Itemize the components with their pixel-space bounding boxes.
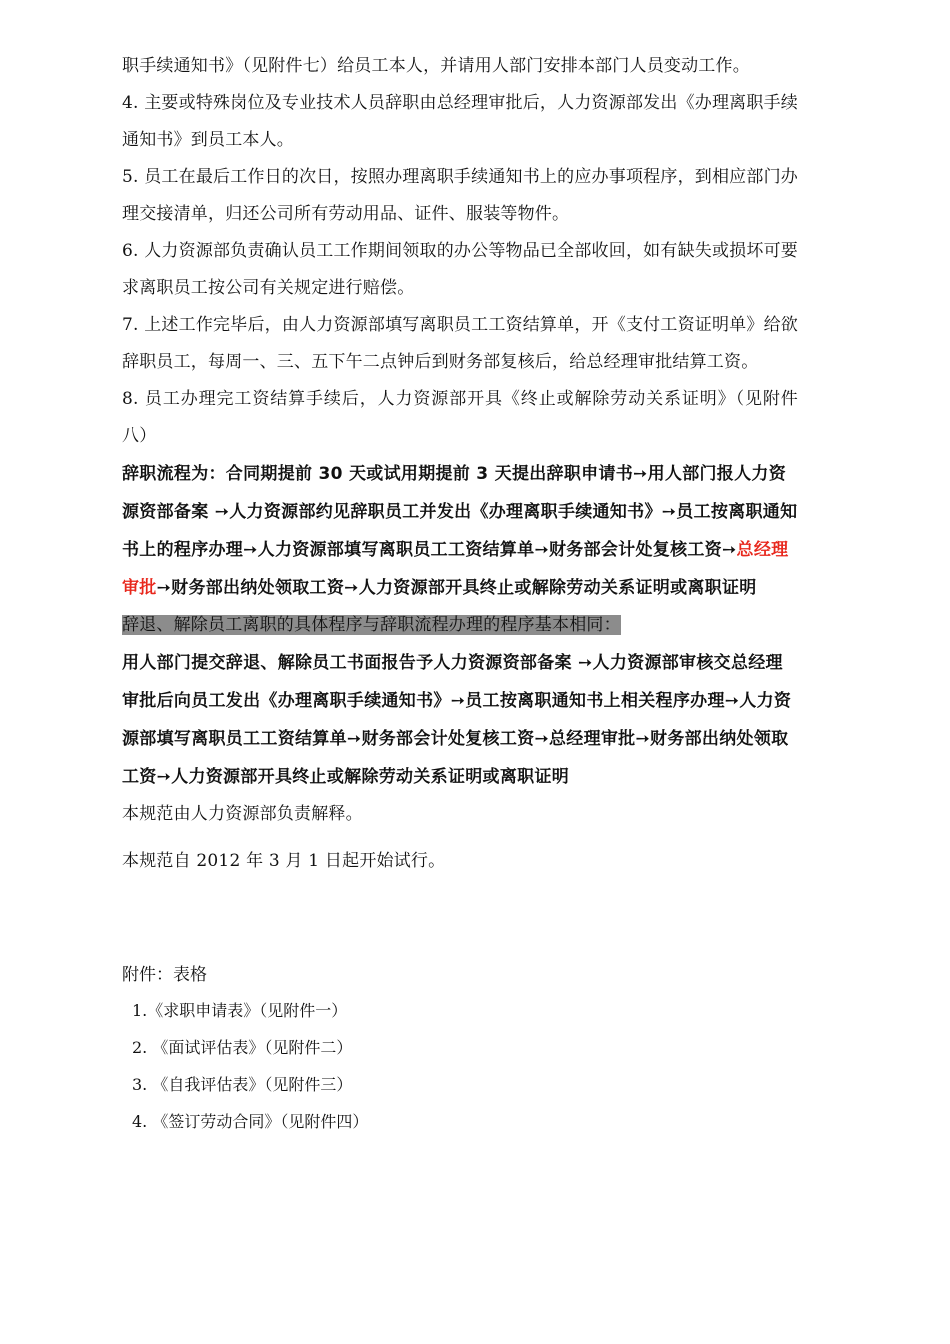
paragraph-item-8: 8. 员工办理完工资结算手续后，人力资源部开具《终止或解除劳动关系证明》（见附件八）: [122, 389, 798, 446]
dismissal-flow: 用人部门提交辞退、解除员工书面报告予人力资源资部备案 ➙人力资源部审核交总经理审批后向员工发出《办理离职手续通知书》➙员工按离职通知书上相关程序办理➙人力资源部填写离职员工工资结算单➙财务部会计处复核工资➙总经理审批➙财务部出纳处领取工资➙人力资源部开具终止或解除劳动关系证明或离职证明: [122, 653, 792, 787]
attachment-item: 4. 《签订劳动合同》（见附件四）: [132, 1112, 369, 1131]
paragraph-item-4: 4. 主要或特殊岗位及专业技术人员辞职由总经理审批后，人力资源部发出《办理离职手续通知书》到员工本人。: [122, 93, 798, 150]
attachment-item: 1.《求职申请表》（见附件一）: [132, 1001, 348, 1020]
resignation-flow-part2: ➙财务部出纳处领取工资➙人力资源部开具终止或解除劳动关系证明或离职证明: [156, 578, 757, 598]
interpretation-clause: 本规范由人力资源部负责解释。: [122, 804, 363, 824]
paragraph-item-5: 5. 员工在最后工作日的次日，按照办理离职手续通知书上的应办事项程序，到相应部门办理交接清单，归还公司所有劳动用品、证件、服装等物件。: [122, 167, 798, 224]
document-page: [122, 48, 798, 1140]
gm-approval-highlight: 总经理审批: [122, 540, 789, 598]
dismissal-note-line: [122, 607, 798, 644]
dismissal-note: 辞退、解除员工离职的具体程序与辞职流程办理的程序基本相同：: [122, 615, 621, 635]
paragraph-item-7: 7. 上述工作完毕后，由人力资源部填写离职员工工资结算单，开《支付工资证明单》给欲辞职员工，每周一、三、五下午二点钟后到财务部复核后，给总经理审批结算工资。: [122, 315, 798, 372]
resignation-flow-part1: 辞职流程为：合同期提前 30 天或试用期提前 3 天提出辞职申请书➙用人部门报人力资源资部备案 ➙人力资源部约见辞职员工并发出《办理离职手续通知书》➙员工按离职通知书上的程序办理➙人力资源部填写离职员工工资结算单➙财务部会计处复核工资➙: [122, 464, 798, 560]
attachment-item: 2. 《面试评估表》（见附件二）: [132, 1038, 353, 1057]
paragraph-item-6: 6. 人力资源部负责确认员工工作期间领取的办公等物品已全部收回，如有缺失或损坏可要求离职员工按公司有关规定进行赔偿。: [122, 241, 798, 298]
attachments-title: 附件：表格: [122, 965, 207, 985]
attachments-list: [122, 992, 798, 1140]
attachment-item: 3. 《自我评估表》（见附件三）: [132, 1075, 353, 1094]
paragraph-continued: 职手续通知书》（见附件七）给员工本人，并请用人部门安排本部门人员变动工作。: [122, 56, 750, 76]
effective-date-clause: 本规范自 2012 年 3 月 1 日起开始试行。: [122, 851, 446, 871]
resignation-flow: [122, 455, 798, 607]
